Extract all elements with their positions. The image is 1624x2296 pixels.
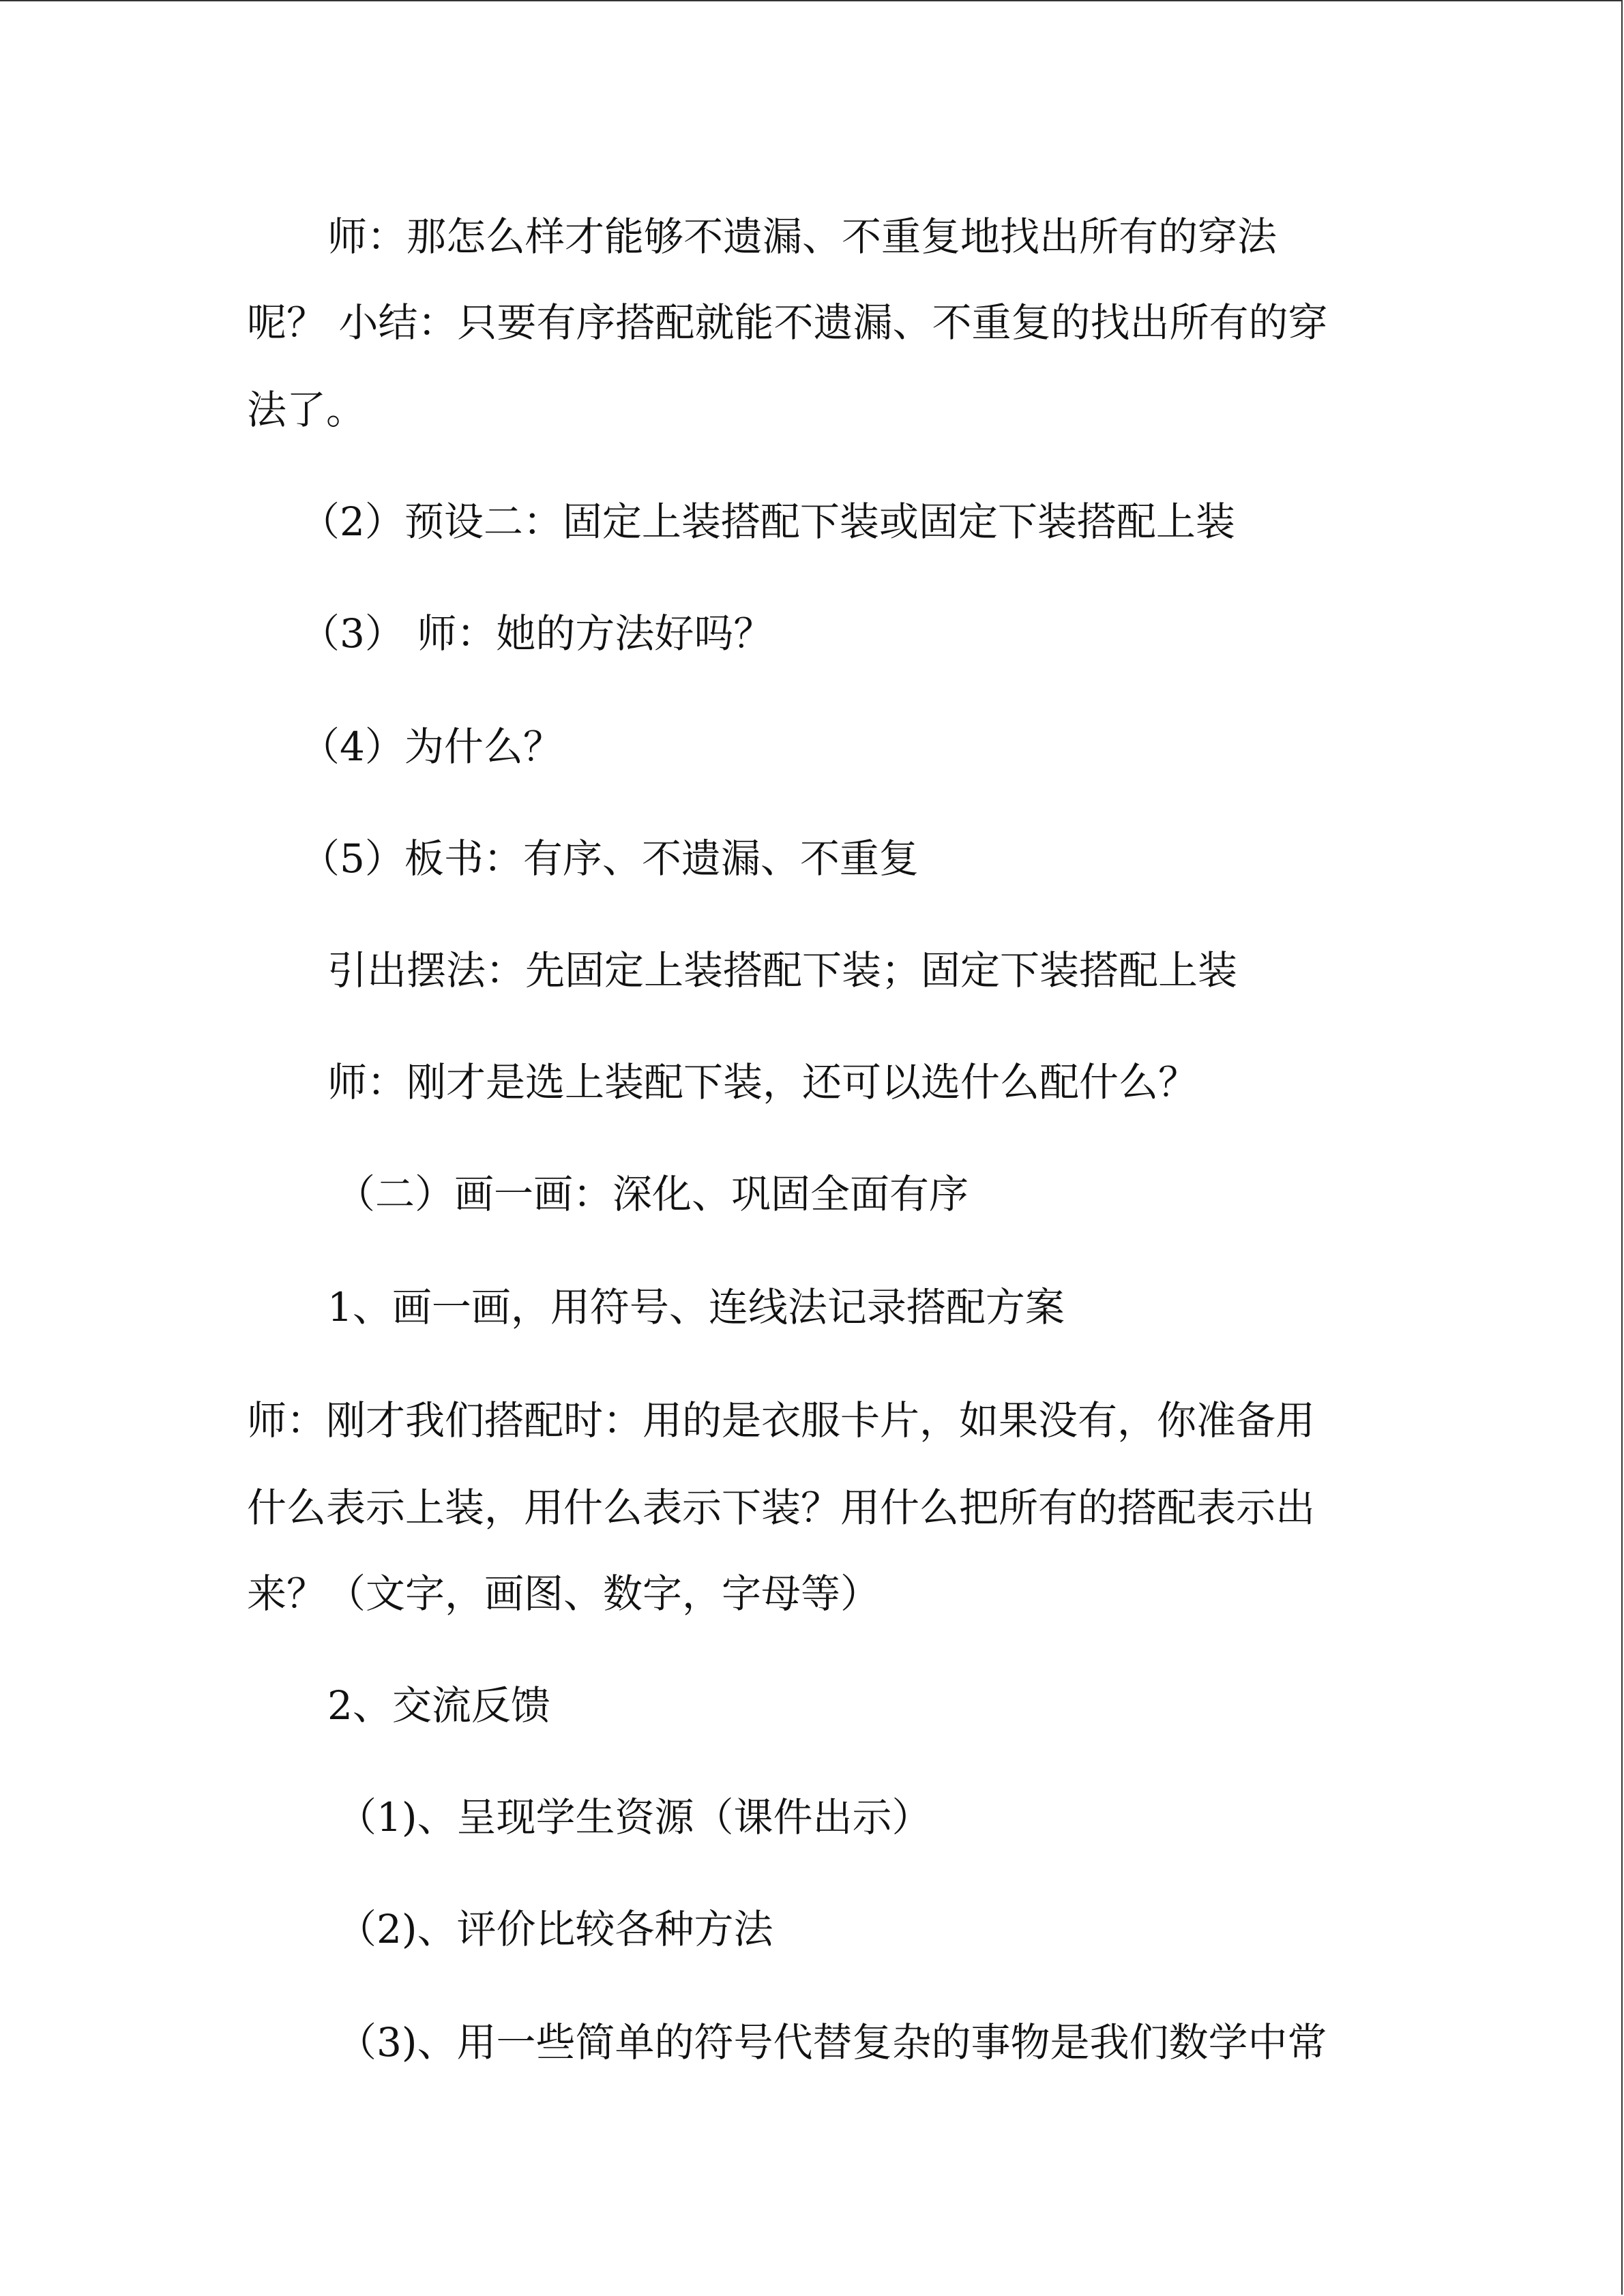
text-line-2: 呢？ 小结：只要有序搭配就能不遗漏、不重复的找出所有的穿: [247, 299, 1328, 346]
text-line-11: 1、画一画，用符号、连线法记录搭配方案: [327, 1284, 1065, 1330]
text-line-13: 什么表示上装，用什么表示下装？用什么把所有的搭配表示出: [247, 1485, 1316, 1531]
text-line-3: 法了。: [247, 387, 366, 433]
text-line-10: （二）画一画：深化、巩固全面有序: [336, 1171, 969, 1217]
text-line-5: （3） 师：她的方法好吗？: [300, 610, 773, 657]
text-line-8: 引出摆法：先固定上装搭配下装；固定下装搭配上装: [327, 947, 1238, 994]
text-line-14: 来？（文字，画图、数字，字母等）: [247, 1570, 881, 1617]
text-line-4: （2）预设二：固定上装搭配下装或固定下装搭配上装: [300, 498, 1235, 545]
text-line-12: 师：刚才我们搭配时：用的是衣服卡片，如果没有，你准备用: [247, 1397, 1316, 1444]
text-line-1: 师：那怎么样才能够不遗漏、不重复地找出所有的穿法: [327, 213, 1278, 260]
text-line-7: （5）板书：有序、不遗漏、不重复: [300, 835, 919, 882]
text-line-18: （3)、用一些简单的符号代替复杂的事物是我们数学中常: [337, 2019, 1327, 2066]
text-line-16: （1)、呈现学生资源（课件出示）: [337, 1794, 932, 1840]
text-line-15: 2、交流反馈: [327, 1682, 550, 1729]
text-line-6: （4）为什么？: [300, 724, 563, 770]
text-line-9: 师：刚才是选上装配下装，还可以选什么配什么？: [327, 1059, 1198, 1105]
text-line-17: （2)、评价比较各种方法: [337, 1906, 773, 1952]
